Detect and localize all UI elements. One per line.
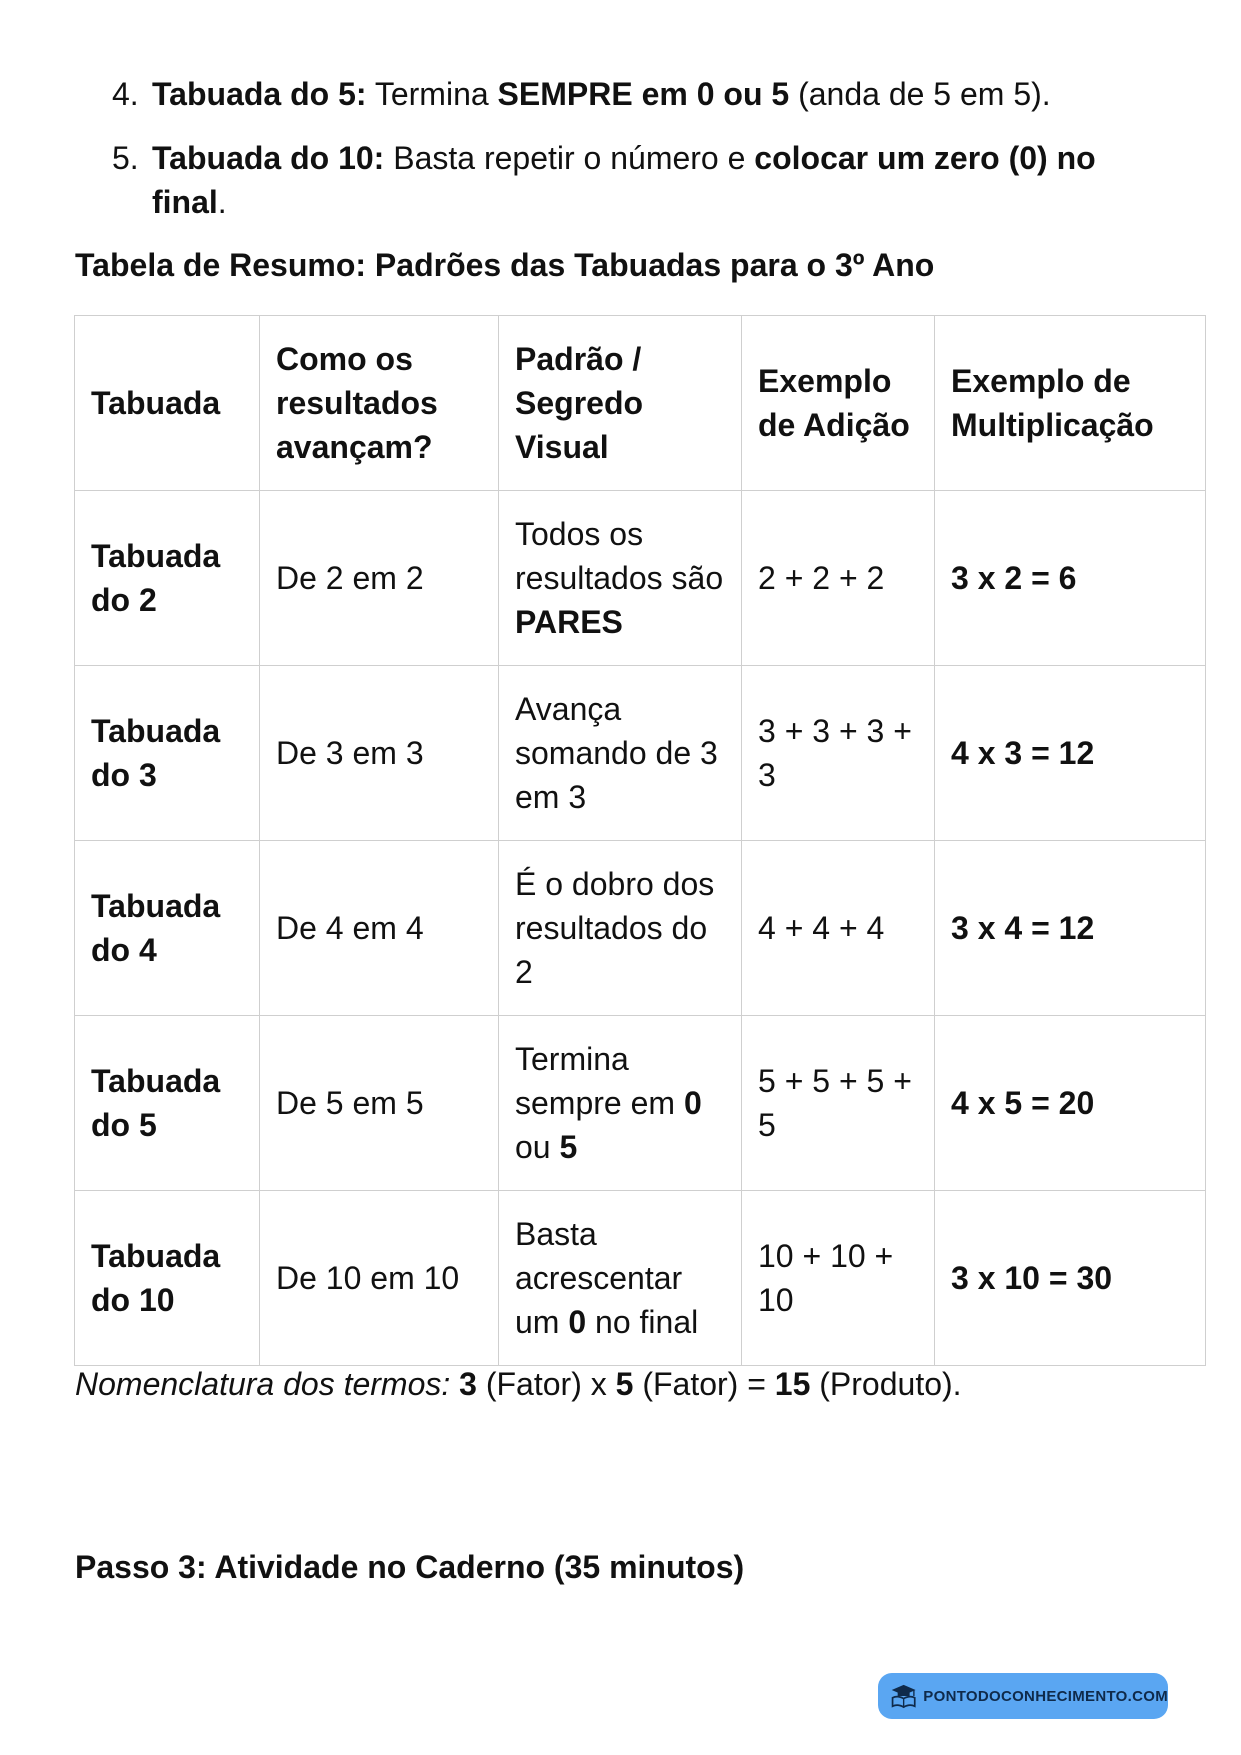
table-row (75, 666, 1206, 841)
header-cell-multiplicacao: Exemplo de Multiplicação (935, 316, 1206, 491)
list-item-text: (anda de 5 em 5). (789, 76, 1051, 112)
list-item (106, 136, 1146, 224)
tips-list (106, 72, 1146, 244)
table-row (75, 1191, 1206, 1366)
caption-value: 3 (459, 1366, 477, 1402)
cell-multiplicacao: 3 x 4 = 12 (951, 910, 1095, 946)
cell-adicao: 4 + 4 + 4 (742, 841, 935, 1016)
cell-padrao: É o dobro dos resultados do 2 (499, 841, 742, 1016)
header-cell-tabuada: Tabuada (75, 316, 260, 491)
summary-table (74, 315, 1206, 1366)
header-cell-avanco: Como os resultados avançam? (260, 316, 499, 491)
cell-tabuada: Tabuada do 10 (91, 1238, 221, 1318)
header-cell-adicao: Exemplo de Adição (742, 316, 935, 491)
cell-avanco: De 5 em 5 (260, 1016, 499, 1191)
cell-avanco: De 2 em 2 (260, 491, 499, 666)
table-header-row (75, 316, 1206, 491)
caption-label: Nomenclatura dos termos: (75, 1366, 451, 1402)
cell-tabuada: Tabuada do 2 (91, 538, 221, 618)
list-item-head: Tabuada do 5: (152, 76, 367, 112)
cell-multiplicacao: 3 x 2 = 6 (951, 560, 1077, 596)
cell-multiplicacao: 4 x 3 = 12 (951, 735, 1095, 771)
list-item-text: Basta repetir o número e (384, 140, 755, 176)
table-caption (75, 1362, 962, 1406)
cell-padrao: Basta acrescentar um 0 no final (499, 1191, 742, 1366)
cell-avanco: De 10 em 10 (260, 1191, 499, 1366)
cell-adicao: 5 + 5 + 5 + 5 (742, 1016, 935, 1191)
list-item-bold: colocar um zero (0) no final (152, 140, 1096, 220)
cell-multiplicacao: 4 x 5 = 20 (951, 1085, 1095, 1121)
table-title: Tabela de Resumo: Padrões das Tabuadas para o 3º Ano (75, 247, 935, 283)
cell-avanco: De 4 em 4 (260, 841, 499, 1016)
list-item-text: . (217, 184, 227, 220)
cell-padrao: Todos os resultados são PARES (499, 491, 742, 666)
cell-padrao: Termina sempre em 0 ou 5 (499, 1016, 742, 1191)
list-number: 5. (112, 140, 139, 176)
caption-text: (Fator) x (476, 1366, 616, 1402)
cell-adicao: 3 + 3 + 3 + 3 (742, 666, 935, 841)
cell-multiplicacao: 3 x 10 = 30 (951, 1260, 1113, 1296)
cell-tabuada: Tabuada do 4 (91, 888, 221, 968)
caption-text: (Fator) = (633, 1366, 775, 1402)
cell-padrao: Avança somando de 3 em 3 (499, 666, 742, 841)
caption-value: 5 (615, 1366, 634, 1402)
logo-text: PONTODOCONHECIMENTO.COM (923, 1687, 1168, 1705)
list-item-head: Tabuada do 10: (152, 140, 385, 176)
graduation-book-icon (890, 1681, 917, 1711)
list-item (106, 72, 1146, 116)
cell-adicao: 10 + 10 + 10 (742, 1191, 935, 1366)
caption-text: (Produto). (810, 1366, 962, 1402)
cell-adicao: 2 + 2 + 2 (742, 491, 935, 666)
site-logo[interactable] (878, 1673, 1168, 1719)
table-row (75, 491, 1206, 666)
caption-value: 15 (774, 1366, 811, 1402)
header-cell-padrao: Padrão / Segredo Visual (499, 316, 742, 491)
table-row (75, 841, 1206, 1016)
cell-tabuada: Tabuada do 5 (91, 1063, 221, 1143)
cell-avanco: De 3 em 3 (260, 666, 499, 841)
cell-tabuada: Tabuada do 3 (91, 713, 221, 793)
list-item-text: Termina (366, 76, 498, 112)
list-number: 4. (112, 76, 139, 112)
step-heading: Passo 3: Atividade no Caderno (35 minutos) (75, 1549, 745, 1585)
list-item-bold: SEMPRE em 0 ou 5 (497, 76, 790, 112)
table-row (75, 1016, 1206, 1191)
